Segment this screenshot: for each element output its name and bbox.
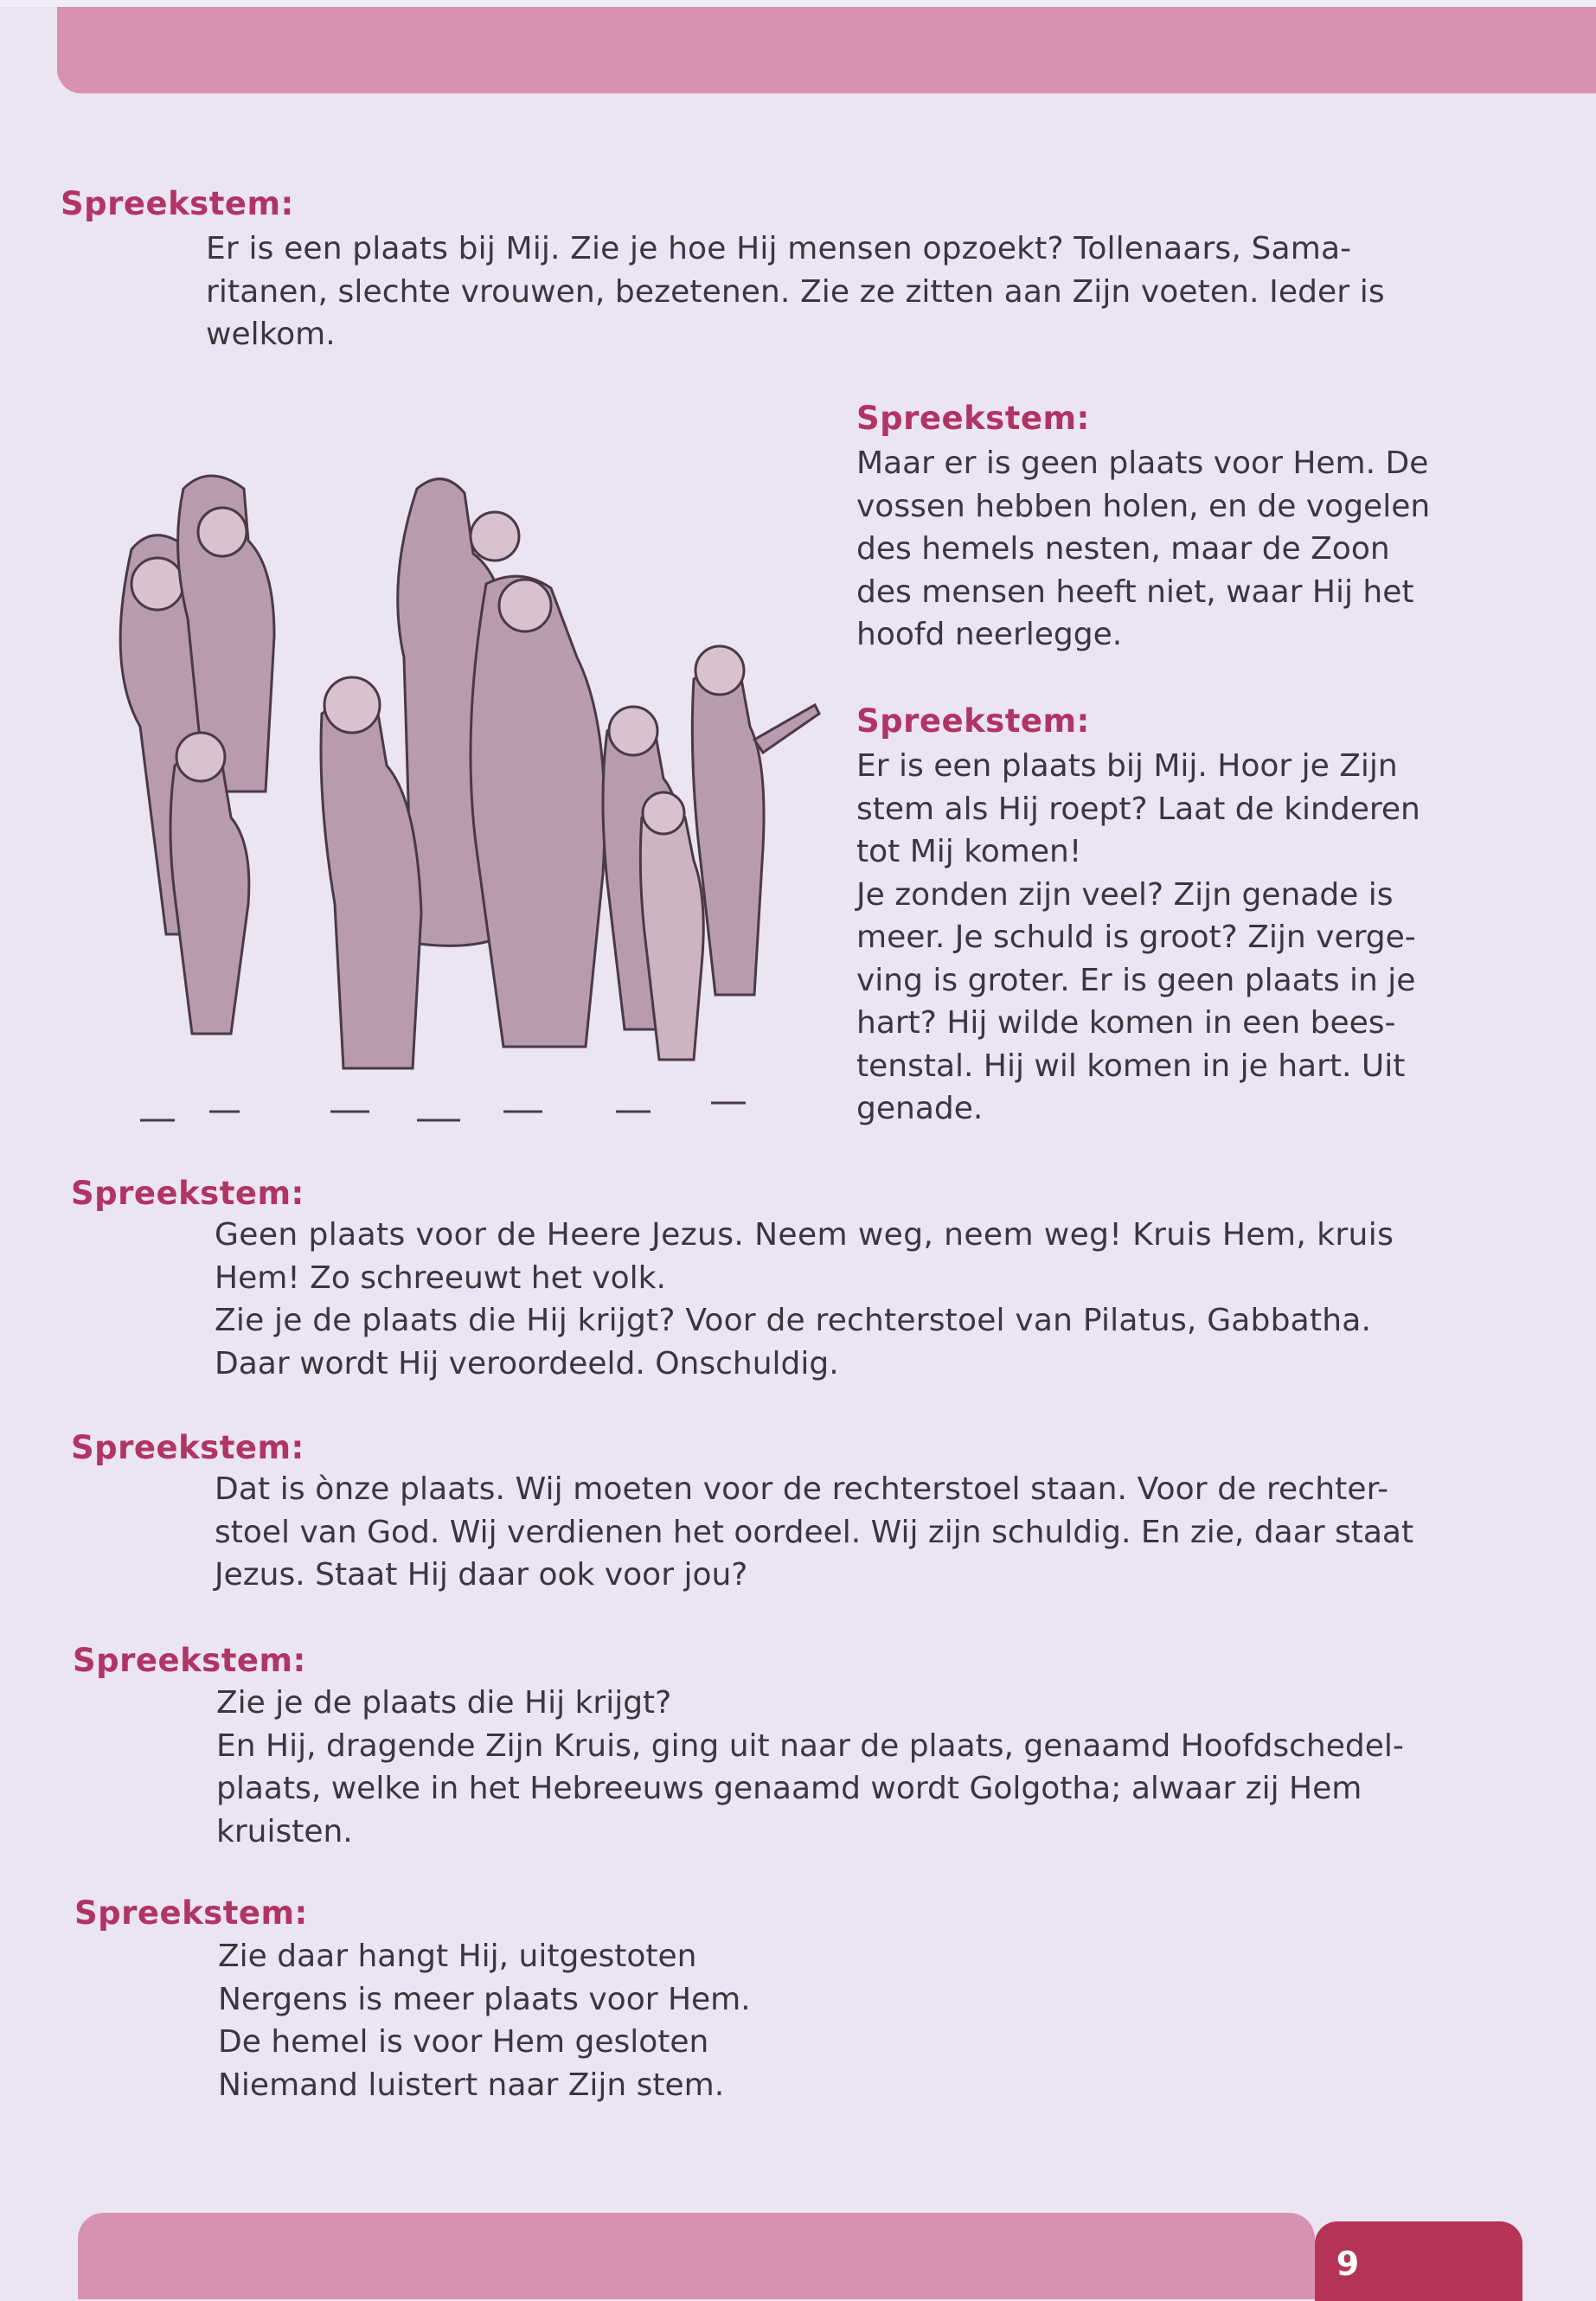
text-line: vossen hebben holen, en de vogelen xyxy=(856,488,1431,524)
text-line: Zie daar hangt Hij, uitgestoten xyxy=(218,1939,697,1974)
speaker-label: Spreekstem: xyxy=(73,1642,306,1679)
text-line: plaats, welke in het Hebreeuws genaamd wordt Golgotha; alwaar zij Hem xyxy=(216,1771,1362,1806)
text-line: des mensen heeft niet, waar Hij het xyxy=(856,574,1414,610)
text-line: Hem! Zo schreeuwt het volk. xyxy=(215,1259,666,1296)
speaker-label: Spreekstem: xyxy=(71,1175,304,1212)
text-line: Nergens is meer plaats voor Hem. xyxy=(218,1981,751,2017)
text-line: Daar wordt Hij veroordeeld. Onschuldig. xyxy=(215,1345,839,1381)
text-line: stem als Hij roept? Laat de kinderen xyxy=(856,791,1420,827)
text-line: Er is een plaats bij Mij. Zie je hoe Hij mensen opzoekt? Tollenaars, Sama- xyxy=(206,231,1352,266)
speaker-label: Spreekstem: xyxy=(71,1429,304,1466)
speaker-label: Spreekstem: xyxy=(856,702,1090,740)
text-line: Zie je de plaats die Hij krijgt? xyxy=(216,1685,672,1721)
speaker-label: Spreekstem: xyxy=(61,185,294,222)
text-line: welkom. xyxy=(206,317,336,352)
speech-text xyxy=(216,1682,1404,1853)
text-line: Niemand luistert naar Zijn stem. xyxy=(218,2067,725,2103)
text-line: des hemels nesten, maar de Zoon xyxy=(856,531,1390,567)
speech-text xyxy=(215,1214,1394,1385)
text-line: hoofd neerlegge. xyxy=(856,617,1123,652)
illustration-crowd-with-children xyxy=(54,454,824,1146)
text-line: ving is groter. Er is geen plaats in je xyxy=(856,962,1416,998)
text-line: ritanen, slechte vrouwen, bezetenen. Zie ze zitten aan Zijn voeten. Ieder is xyxy=(206,273,1385,310)
page-number: 9 xyxy=(1336,2245,1360,2283)
text-line: Dat is ònze plaats. Wij moeten voor de rechterstoel staan. Voor de rechter- xyxy=(215,1471,1389,1507)
text-line: En Hij, dragende Zijn Kruis, ging uit naar de plaats, genaamd Hoofdschedel- xyxy=(216,1727,1404,1764)
text-line: tenstal. Hij wil komen in je hart. Uit xyxy=(856,1048,1406,1084)
speech-text xyxy=(206,228,1465,356)
text-line: Zie je de plaats die Hij krijgt? Voor de rechterstoel van Pilatus, Gabbatha. xyxy=(215,1303,1372,1338)
text-line: Maar er is geen plaats voor Hem. De xyxy=(856,445,1429,481)
text-line: Geen plaats voor de Heere Jezus. Neem weg, neem weg! Kruis Hem, kruis xyxy=(215,1217,1394,1253)
speech-text xyxy=(218,1935,751,2106)
text-line: Er is een plaats bij Mij. Hoor je Zijn xyxy=(856,748,1398,784)
text-line: Jezus. Staat Hij daar ook voor jou? xyxy=(215,1557,748,1593)
footer-band xyxy=(78,2213,1315,2299)
text-line: stoel van God. Wij verdienen het oordeel. Wij zijn schuldig. En zie, daar staat xyxy=(215,1514,1414,1550)
header-band xyxy=(57,7,1596,93)
text-line: Je zonden zijn veel? Zijn genade is xyxy=(856,876,1394,913)
speaker-label: Spreekstem: xyxy=(856,400,1090,437)
speaker-label: Spreekstem: xyxy=(74,1894,308,1932)
speech-text xyxy=(856,442,1430,657)
speech-text xyxy=(856,745,1420,1131)
speech-text xyxy=(215,1468,1413,1597)
text-line: De hemel is voor Hem gesloten xyxy=(218,2024,709,2060)
text-line: hart? Hij wilde komen in een bees- xyxy=(856,1005,1396,1041)
text-line: genade. xyxy=(856,1091,984,1126)
text-line: kruisten. xyxy=(216,1813,353,1849)
text-line: tot Mij komen! xyxy=(856,834,1082,869)
text-line: meer. Je schuld is groot? Zijn verge- xyxy=(856,920,1416,955)
top-page-edge xyxy=(0,0,1596,7)
